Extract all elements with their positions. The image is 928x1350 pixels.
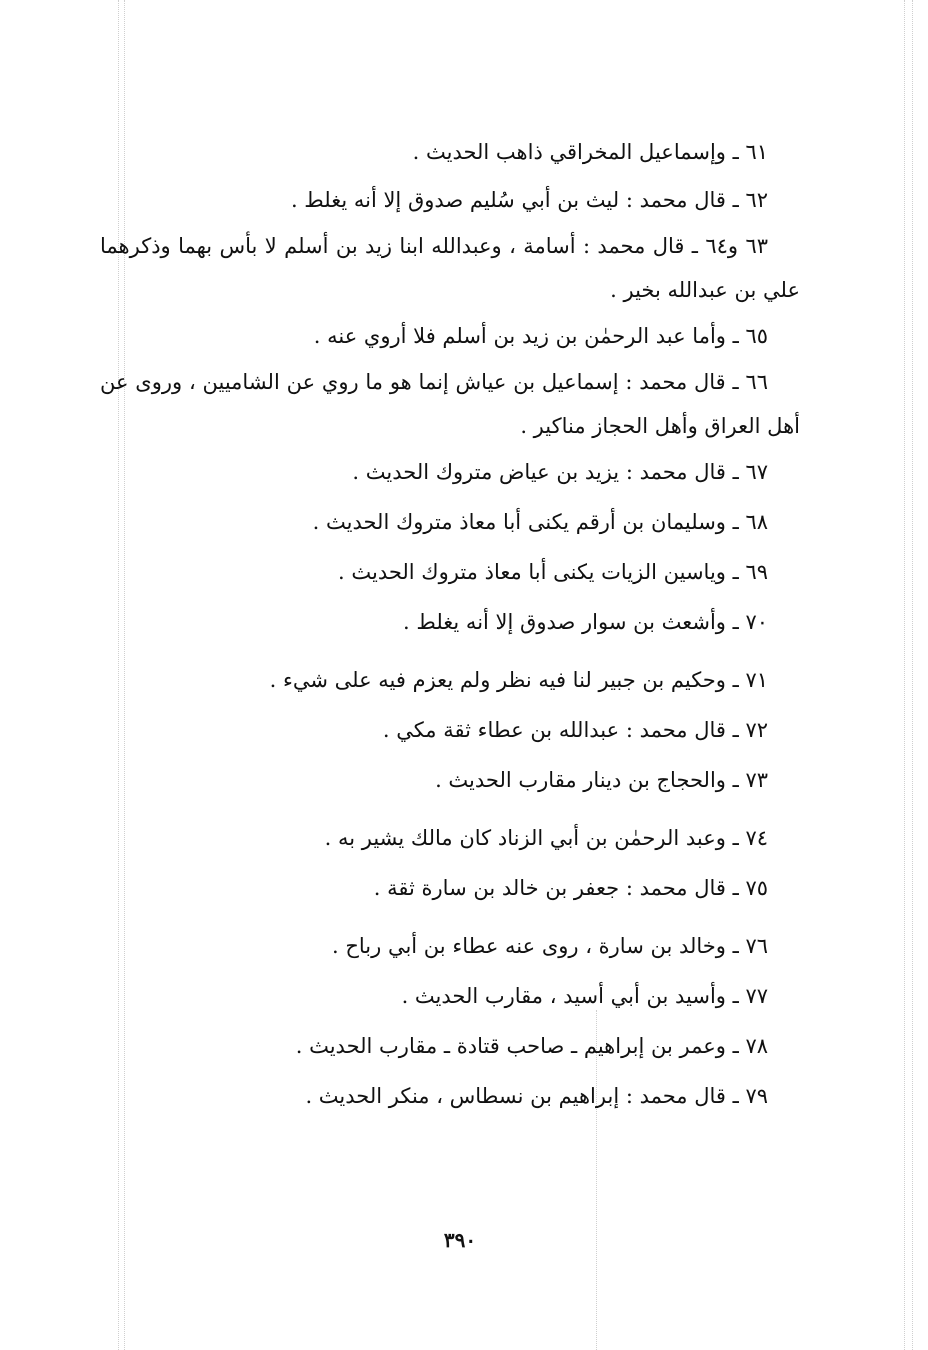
entry-69: ٦٩ ـ وياسين الزيات يكنى أبا معاذ متروك الحديث . <box>338 560 768 584</box>
entry-70: ٧٠ ـ وأشعث بن سوار صدوق إلا أنه يغلط . <box>403 610 768 634</box>
entry-73: ٧٣ ـ والحجاج بن دينار مقارب الحديث . <box>435 768 768 792</box>
entry-71: ٧١ ـ وحكيم بن جبير لنا فيه نظر ولم يعزم فيه على شيء . <box>269 668 768 692</box>
entry-72: ٧٢ ـ قال محمد : عبدالله بن عطاء ثقة مكي . <box>382 718 768 742</box>
entry-67: ٦٧ ـ قال محمد : يزيد بن عياض متروك الحديث . <box>352 460 768 484</box>
entry-61: ٦١ ـ وإسماعيل المخراقي ذاهب الحديث . <box>412 140 768 164</box>
entry-78: ٧٨ ـ وعمر بن إبراهيم ـ صاحب قتادة ـ مقارب الحديث . <box>295 1034 768 1058</box>
entry-79: ٧٩ ـ قال محمد : إبراهيم بن نسطاس ، منكر الحديث . <box>305 1084 768 1108</box>
entry-68: ٦٨ ـ وسليمان بن أرقم يكنى أبا معاذ متروك الحديث . <box>312 510 768 534</box>
entry-continuation: أهل العراق وأهل الحجاز مناكير . <box>520 414 800 438</box>
entry-74: ٧٤ ـ وعبد الرحمٰن بن أبي الزناد كان مالك يشير به . <box>324 826 768 850</box>
entry-63-64 <box>100 224 800 312</box>
entry-77: ٧٧ ـ وأسيد بن أبي أسيد ، مقارب الحديث . <box>401 984 768 1008</box>
entry-75: ٧٥ ـ قال محمد : جعفر بن خالد بن سارة ثقة . <box>373 876 768 900</box>
entry-62: ٦٢ ـ قال محمد : ليث بن أبي سُليم صدوق إلا أنه يغلط . <box>290 188 768 212</box>
scan-margin-line <box>904 0 905 1350</box>
entry-line: ٦٦ ـ قال محمد : إسماعيل بن عياش إنما هو ما روي عن الشاميين ، وروى عن <box>100 370 768 394</box>
scan-margin-line <box>912 0 913 1350</box>
entry-65: ٦٥ ـ وأما عبد الرحمٰن بن زيد بن أسلم فلا أروي عنه . <box>313 324 768 348</box>
entry-line: ٦٣ و٦٤ ـ قال محمد : أسامة ، وعبدالله ابنا زيد بن أسلم لا بأس بهما وذكرهما <box>100 234 768 258</box>
entry-76: ٧٦ ـ وخالد بن سارة ، روى عنه عطاء بن أبي رباح . <box>331 934 768 958</box>
entry-list <box>100 128 800 1120</box>
entry-66 <box>100 360 800 448</box>
entry-continuation: علي بن عبدالله بخير . <box>610 278 800 302</box>
page-number: ٣٩٠ <box>443 1228 477 1252</box>
